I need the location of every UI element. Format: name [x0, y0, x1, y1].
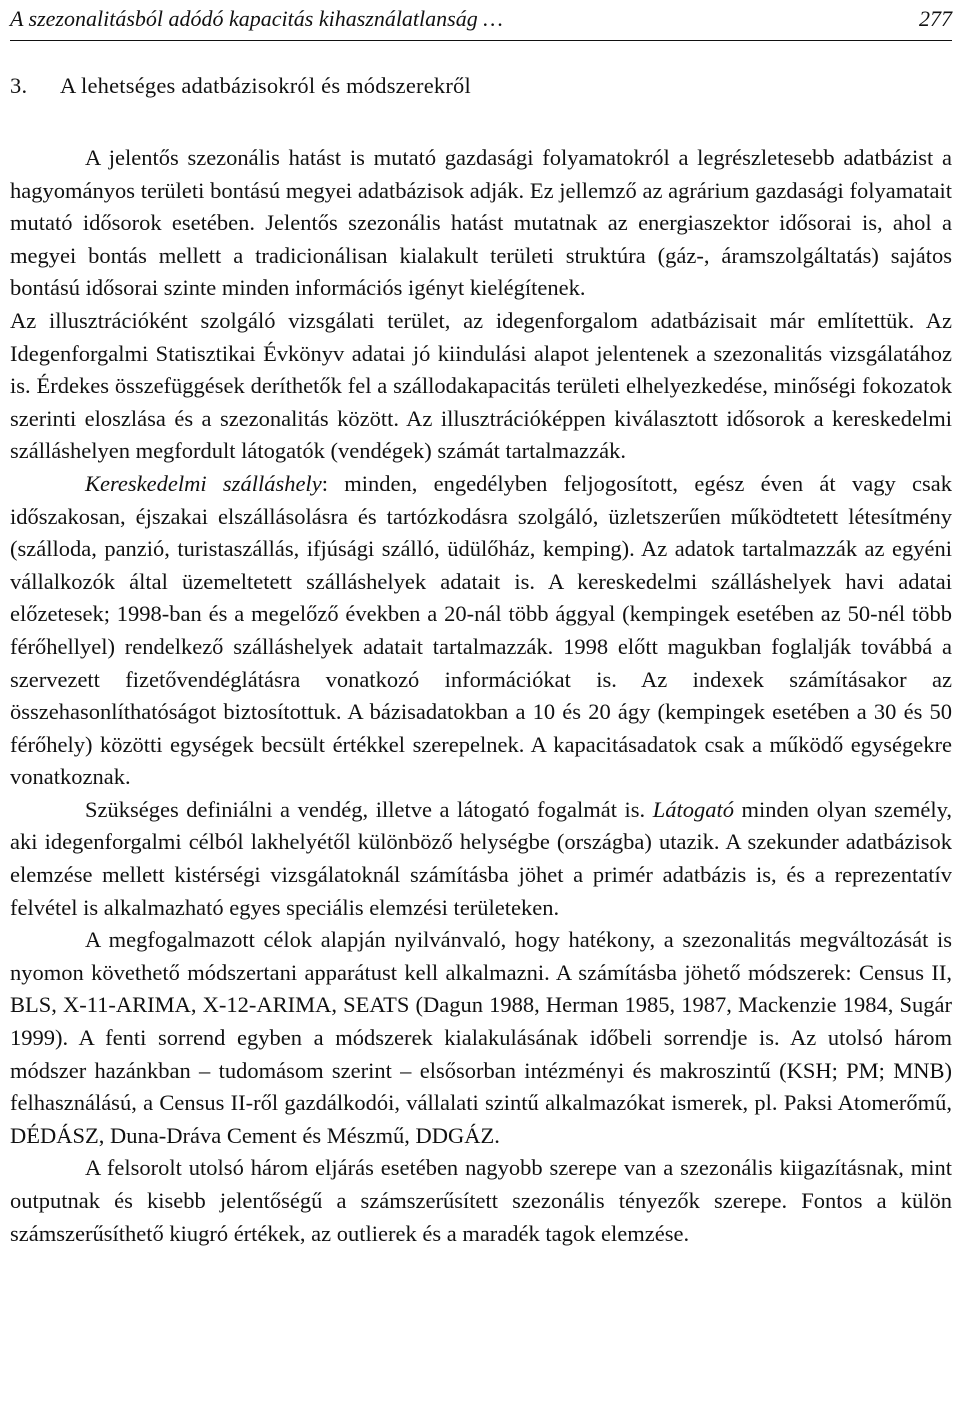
paragraph-commercial-accommodation: [10, 468, 952, 794]
running-header: [10, 0, 952, 41]
section-heading: [10, 70, 952, 102]
paragraph-visitor-definition-rest: minden olyan személy, aki idegenforgalmi célból lakhelyétől különböző helységbe (országba) utazik. A szekunder adatbázisok elemzése mellett kistérségi vizsgálatoknál számításba jöhet a primér adatbázis is, és a reprezentatív felvétel is alkalmazható egyes speciális elemzési területeken.: [10, 796, 953, 920]
paragraph-data-sources: A jelentős szezonális hatást is mutató gazdasági folyamatokról a legrészletesebb adatbázist a hagyományos területi bontású megyei adatbázisok adják. Ez jellemző az agrárium gazdasági folyamatait mutató idősorok esetében. Jelentős szezonális hatást mutatnak az energiaszektor idősorai is, ahol a megyei bontás mellett a tradicionálisan kialakult területi struktúra (gáz-, áramszolgáltatás) sajátos bontású idősorai szinte minden információs igényt kielégítenek.: [10, 145, 952, 301]
section-title: A lehetséges adatbázisokról és módszerekről: [60, 73, 471, 98]
paragraph-methods: A megfogalmazott célok alapján nyilvánvaló, hogy hatékony, a szezonalitás megváltozását is nyomon követhető módszertani apparátust kell alkalmazni. A számításba jöhető módszerek: Census II, BLS, X-11-ARIMA, X-12-ARIMA, SEATS (Dagun 1988, Herman 1985, 1987, Mackenzie 1984, Sugár 1999). A fenti sorrend egyben a módszerek kialakulásának időbeli sorrendje is. Az utolsó három módszer hazánkban – tudomásom szerint – elsősorban intézményi és makroszintű (KSH; PM; MNB) felhasználású, a Census II-ről gazdálkodói, vállalati szintű alkalmazókat ismerek, pl. Paksi Atomerőmű, DÉDÁSZ, Duna-Dráva Cement és Mészmű, DDGÁZ.: [10, 927, 952, 1148]
body-text: [10, 142, 952, 1250]
paragraph-visitor-definition-lead: Szükséges definiálni a vendég, illetve a látogató fogalmát is.: [85, 796, 653, 822]
page-number: 277: [919, 6, 952, 31]
paragraph-commercial-accommodation-text: : minden, engedélyben feljogosított, egész éven át vagy csak időszakosan, éjszakai elszállásolásra és tartózkodásra szolgáló, üzletszerűen működtetett létesítmény (szálloda, panzió, turistaszállás, ifjúsági szálló, üdülőház, kemping). Az adatok tartalmazzák az egyéni vállalkozók által üzemeltetett szálláshelyek adatait is. A kereskedelmi szálláshelyek havi adatai előzetesek; 1998-ban és a megelőző években a 20-nál több ággyal (kempingek esetében az 50-nél több férőhellyel) rendelkező szálláshelyek adatait tartalmazzák. 1998 előtt magukban foglalják továbbá a szervezett fizetővendéglátásra vonatkozó információkat is. Az indexek számításakor az összehasonlíthatóságot biztosítottuk. A bázisadatokban a 10 és 20 ágy (kempingek esetében a 30 és 50 férőhely) közötti egységek becsült értékkel szerepelnek. A kapacitásadatok csak a működő egységekre vonatkoznak.: [10, 470, 952, 790]
page: [10, 0, 952, 1250]
section-number: 3.: [10, 73, 28, 98]
paragraph-tourism-data: Az illusztrációként szolgáló vizsgálati terület, az idegenforgalom adatbázisait már említettük. Az Idegenforgalmi Statisztikai Évkönyv adatai jó kiindulási alapot jelentenek a szezonalitás vizsgálatához is. Érdekes összefüggések deríthetők fel a szállodakapacitás területi elhelyezkedése, minőségi fokozatok szerinti eloszlása és a szezonalitás között. Az illusztrációképpen kiválasztott idősorok a kereskedelmi szálláshelyen megfordult látogatók (vendégek) számát tartalmazzák.: [10, 307, 952, 464]
paragraph-seasonal-adjustment: A felsorolt utolsó három eljárás esetében nagyobb szerepe van a szezonális kiigazításnak, mint outputnak és kisebb jelentőségű a számszerűsített szezonális tényezők szerepe. Fontos a külön számszerűsíthető kiugró értékek, az outlierek és a maradék tagok elemzése.: [10, 1155, 952, 1246]
paragraph-visitor-definition: [10, 794, 952, 924]
term-latogato: Látogató: [652, 796, 735, 822]
running-title: A szezonalitásból adódó kapacitás kihasználatlanság …: [10, 6, 503, 31]
term-kereskedelmi-szallashely: Kereskedelmi szálláshely: [85, 470, 322, 496]
